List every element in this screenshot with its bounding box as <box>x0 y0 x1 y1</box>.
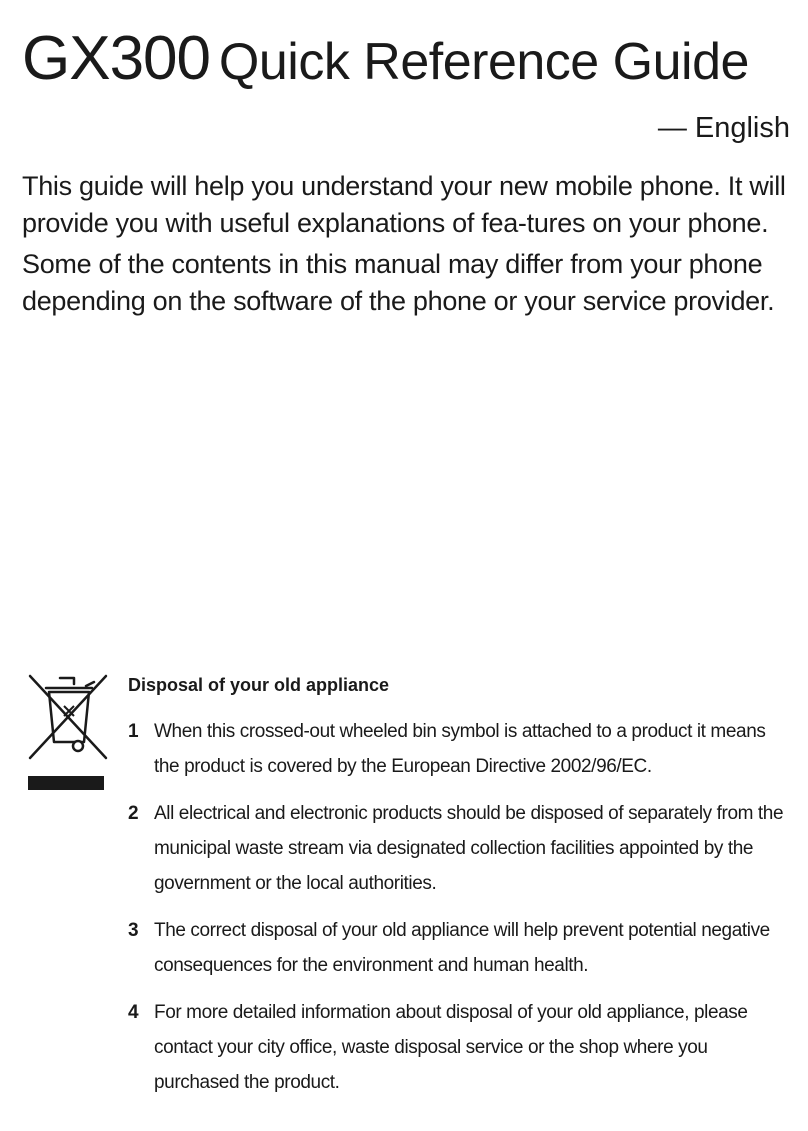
item-number: 4 <box>128 1002 139 1023</box>
item-number: 2 <box>128 803 139 824</box>
disposal-list <box>128 714 793 1100</box>
item-number: 3 <box>128 920 139 941</box>
page-title <box>22 24 749 93</box>
list-item <box>128 796 793 901</box>
intro-section <box>22 168 792 324</box>
title-text: Quick Reference Guide <box>218 33 749 91</box>
language-label: — English <box>657 112 790 144</box>
list-item <box>128 995 793 1100</box>
disposal-section <box>128 672 793 1112</box>
item-text: For more detailed information about disposal of your old appliance, please contact your city office, waste disposal service or the shop where you purchased the product. <box>154 1002 748 1093</box>
intro-paragraph: This guide will help you understand your new mobile phone. It will provide you with useful explanations of fea-tures on your phone. <box>22 171 786 238</box>
item-text: When this crossed-out wheeled bin symbol is attached to a product it means the product is covered by the European Directive 2002/96/EC. <box>154 721 766 777</box>
disposal-heading: Disposal of your old appliance <box>128 675 390 695</box>
intro-paragraph: Some of the contents in this manual may differ from your phone depending on the software of the phone or your service provider. <box>22 249 775 316</box>
model-name: GX300 <box>22 24 211 93</box>
list-item <box>128 913 793 983</box>
crossed-out-wheeled-bin-icon <box>22 668 112 798</box>
list-item <box>128 714 793 784</box>
item-text: All electrical and electronic products should be disposed of separately from the municipal waste stream via designated collection facilities appointed by the government or the local authorities. <box>154 803 784 894</box>
item-number: 1 <box>128 721 139 742</box>
item-text: The correct disposal of your old appliance will help prevent potential negative consequences for the environment and human health. <box>154 920 770 976</box>
